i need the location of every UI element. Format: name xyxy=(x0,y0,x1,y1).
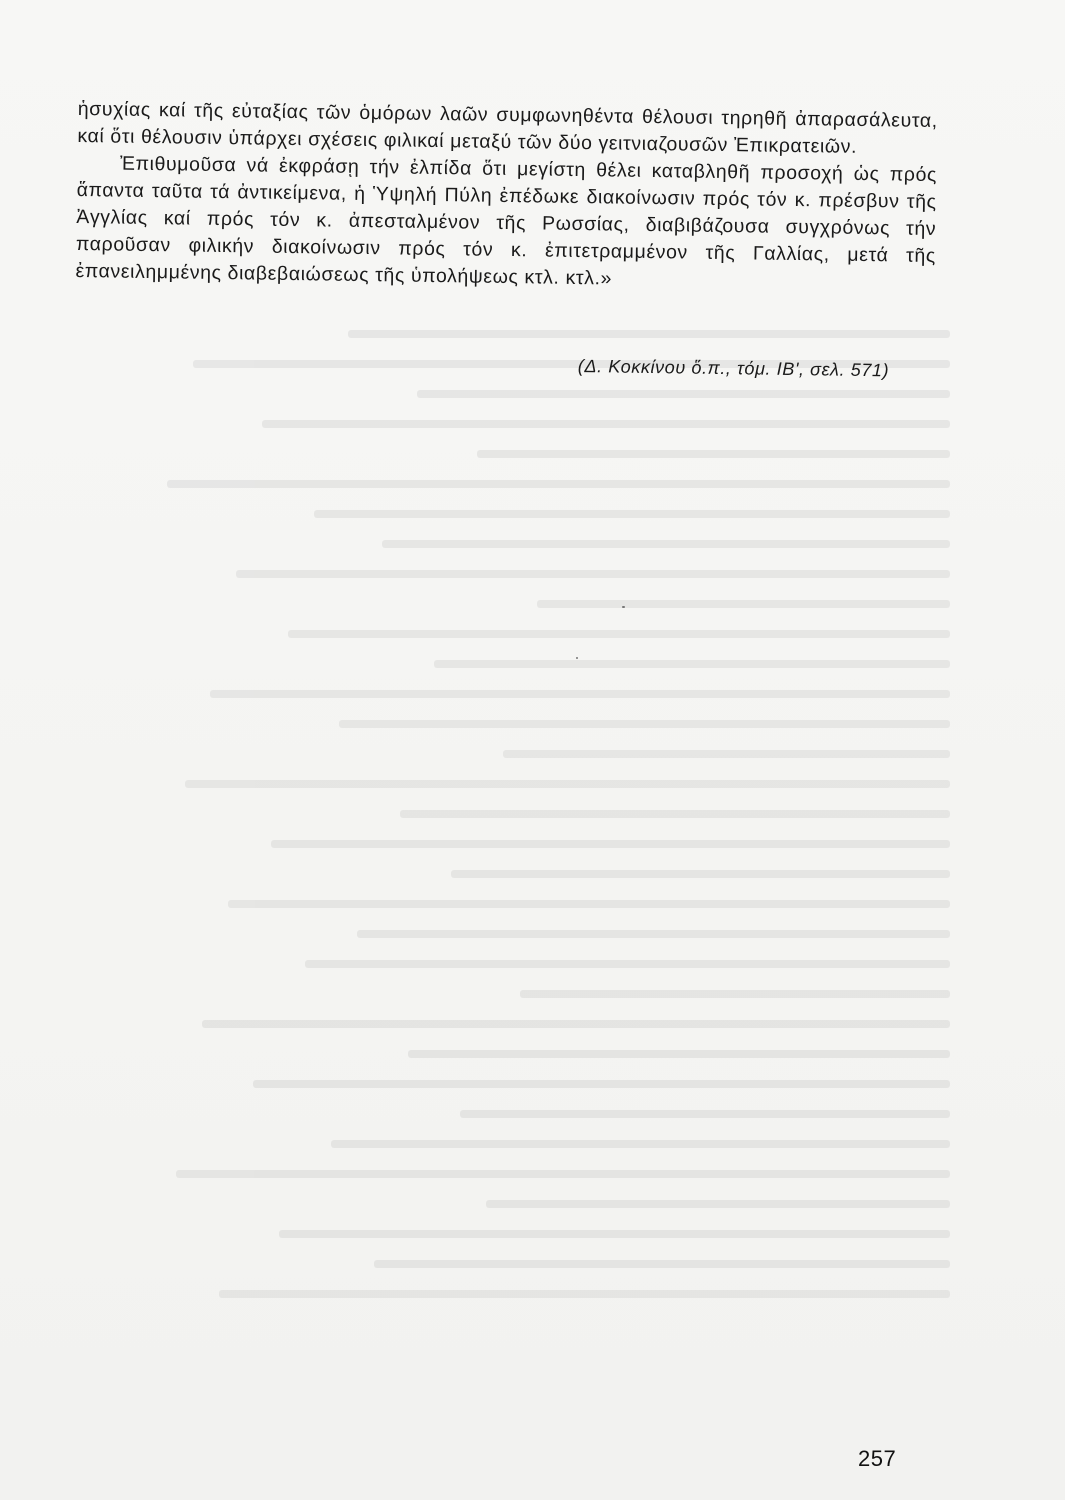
scan-speck xyxy=(576,657,578,659)
page-number: 257 xyxy=(858,1446,897,1471)
citation: (Δ. Κοκκίνου ὅ.π., τόμ. ΙΒ', σελ. 571) xyxy=(577,356,890,381)
body-text xyxy=(75,96,938,297)
scan-speck xyxy=(622,606,625,608)
paragraph-quotation: Ἐπιθυμοῦσα νά ἐκφράσῃ τήν ἐλπίδα ὅτι μεγίστη θέλει καταβληθῆ προσοχή ὡς πρός ἅπαντα ταῦτα τά ἀντικείμενα, ἡ Ὑψηλή Πύλη ἐπέδωκε διακοίνωσιν πρός τόν κ. πρέσβυν τῆς Ἀγγλίας καί πρός τόν κ. ἀπεσταλμένον τῆς Ρωσσίας, διαβιβάζουσα συγχρόνως τήν παροῦσαν φιλικήν διακοίνωσιν πρός τόν κ. ἐπιτετραμμένον τῆς Γαλλίας, μετά τῆς ἐπανειλημμένης διαβεβαιώσεως τῆς ὑπολήψεως κτλ. κτλ.» xyxy=(75,152,938,290)
reverse-side-bleed-through xyxy=(90,330,950,1430)
paragraph-continuation: ἡσυχίας καί τῆς εὐταξίας τῶν ὁμόρων λαῶν συμφωνηθέντα θέλουσι τηρηθῆ ἀπαρασάλευτα, καί ὅτι θέλουσιν ὑπάρχει σχέσεις φιλικαί μεταξύ τῶν δύο γειτνιαζουσῶν Ἐπικρατειῶν. xyxy=(77,97,938,158)
